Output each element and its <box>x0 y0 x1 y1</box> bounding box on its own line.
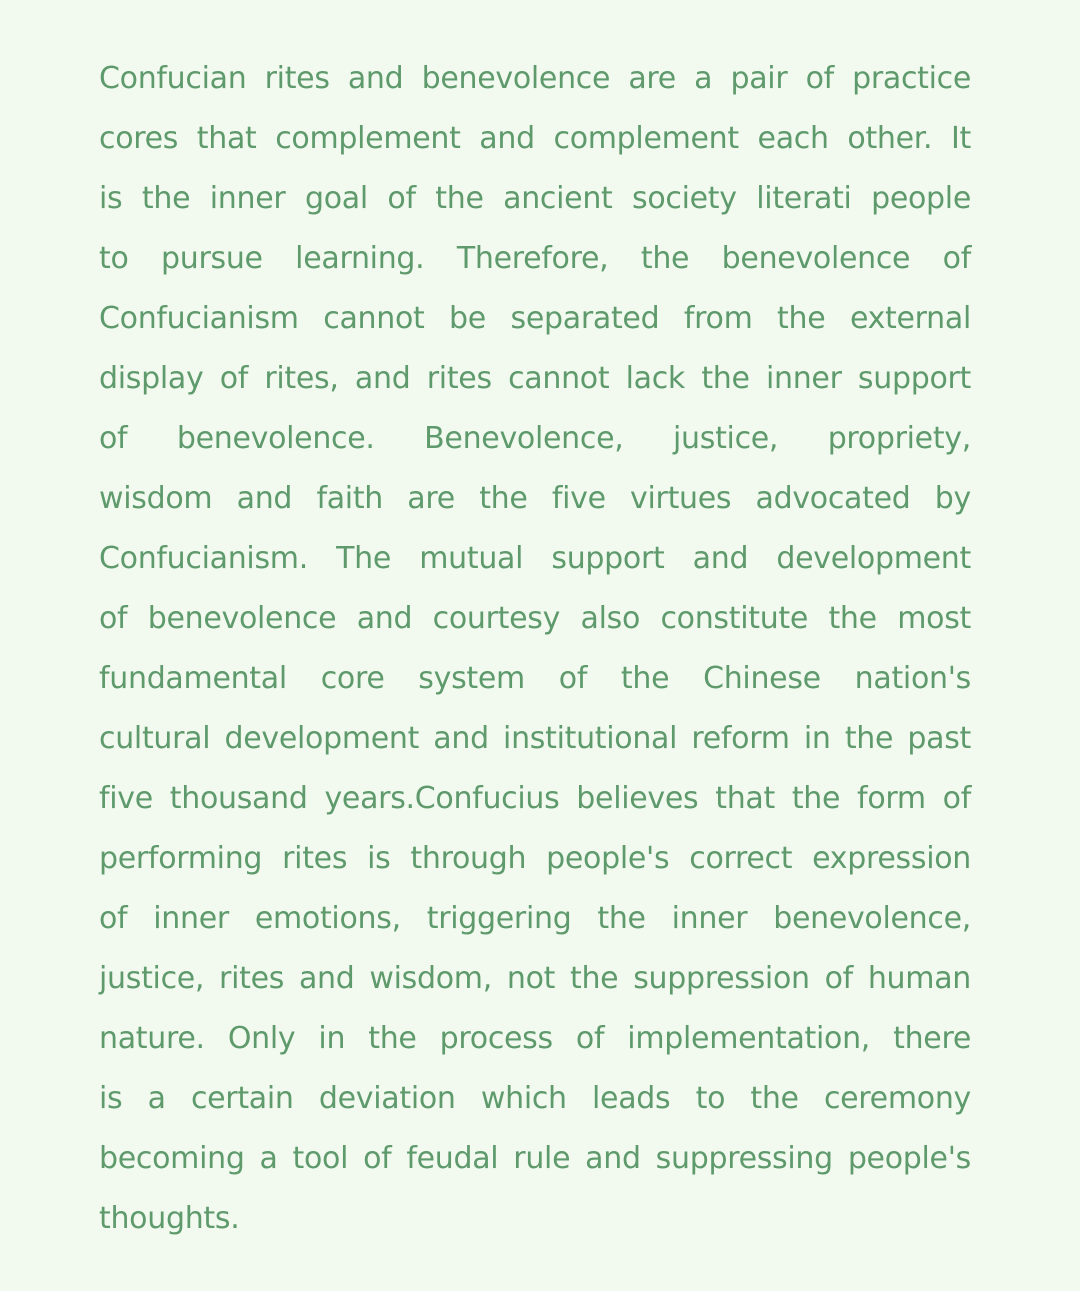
text-line: five thousand years.Confucius believes that the form of <box>99 781 971 816</box>
text-line: to pursue learning. Therefore, the benevolence of <box>99 241 971 276</box>
body-paragraph <box>99 49 971 1249</box>
text-line: display of rites, and rites cannot lack the inner support <box>99 361 971 396</box>
text-line: fundamental core system of the Chinese nation's <box>99 661 971 696</box>
text-line: of benevolence and courtesy also constitute the most <box>99 601 971 636</box>
text-line: cultural development and institutional reform in the past <box>99 721 971 756</box>
text-line: wisdom and faith are the five virtues advocated by <box>99 481 971 516</box>
text-line: Confucianism. The mutual support and development <box>99 541 971 576</box>
text-line: performing rites is through people's correct expression <box>99 841 971 876</box>
text-line: is a certain deviation which leads to the ceremony <box>99 1081 971 1116</box>
text-line: is the inner goal of the ancient society literati people <box>99 181 971 216</box>
text-line: Confucian rites and benevolence are a pair of practice <box>99 61 971 96</box>
text-line: becoming a tool of feudal rule and suppressing people's <box>99 1141 971 1176</box>
text-line-last: thoughts. <box>99 1201 240 1236</box>
text-line: cores that complement and complement each other. It <box>99 121 971 156</box>
text-line: nature. Only in the process of implementation, there <box>99 1021 971 1056</box>
text-line: justice, rites and wisdom, not the suppression of human <box>99 961 971 996</box>
text-line: of inner emotions, triggering the inner benevolence, <box>99 901 971 936</box>
text-line: of benevolence. Benevolence, justice, propriety, <box>99 421 971 456</box>
text-line: Confucianism cannot be separated from the external <box>99 301 971 336</box>
